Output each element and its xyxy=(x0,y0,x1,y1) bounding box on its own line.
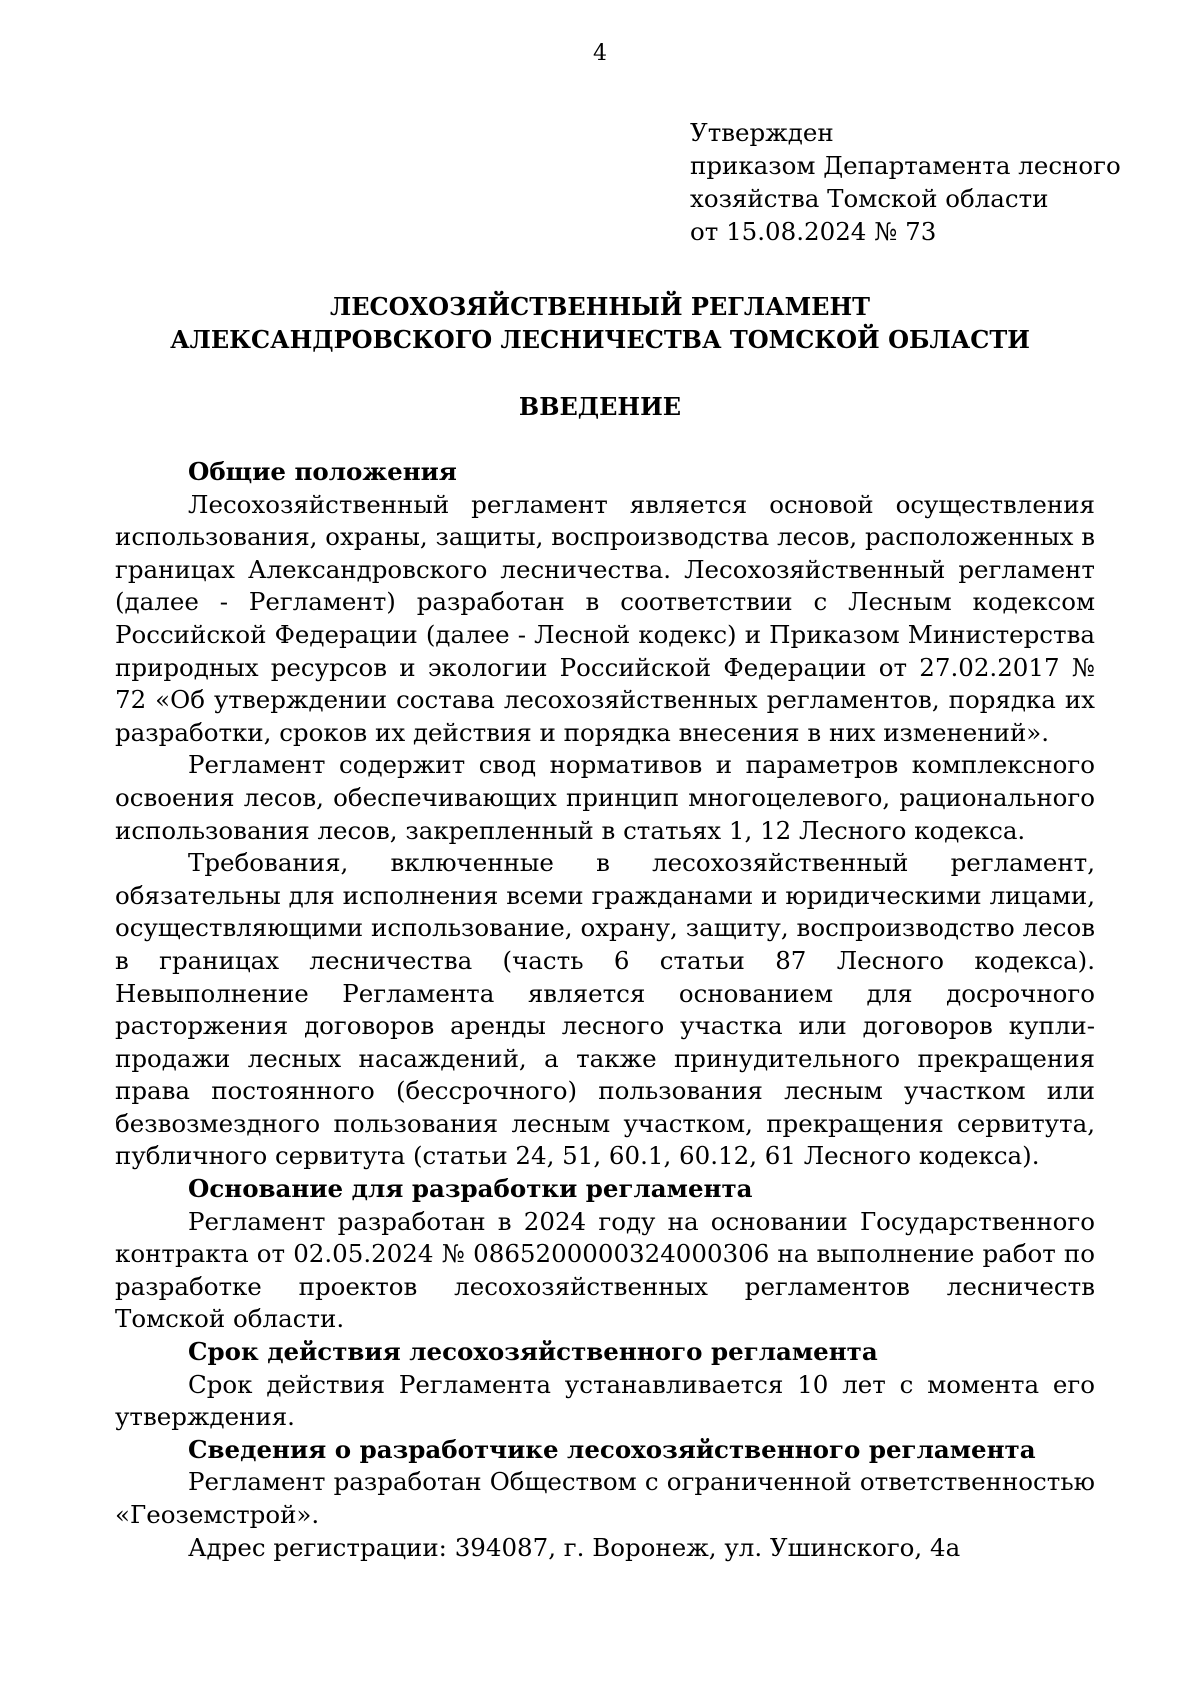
approval-line-3: хозяйства Томской области xyxy=(690,184,1049,213)
paragraph-general-1: Лесохозяйственный регламент является основой осуществления использования, охраны, защиты, воспроизводства лесов, расположенных в границах Александровского лесничества. Лесохозяйственный регламент (далее - Регламент) разработан в соответствии с Лесным кодексом Российской Федерации (далее - Лесной кодекс) и Приказом Министерства природных ресурсов и экологии Российской Федерации от 27.02.2017 № 72 «Об утверждении состава лесохозяйственных регламентов, порядка их разработки, сроков их действия и порядка внесения в них изменений». xyxy=(115,489,1095,747)
document-body xyxy=(115,456,1095,1564)
approval-block xyxy=(690,116,1121,248)
developer-address: Адрес регистрации: 394087, г. Воронеж, ул. Ушинского, 4а xyxy=(188,1532,961,1562)
document-title-line-2: АЛЕКСАНДРОВСКОГО ЛЕСНИЧЕСТВА ТОМСКОЙ ОБЛАСТИ xyxy=(170,325,1030,354)
approval-line-4: от 15.08.2024 № 73 xyxy=(690,217,937,246)
paragraph-developer-1: Регламент разработан Обществом с ограниченной ответственностью «Геоземстрой». xyxy=(115,1467,1095,1529)
section-heading-basis: Основание для разработки регламента xyxy=(188,1174,753,1204)
section-heading-developer: Сведения о разработчике лесохозяйственного регламента xyxy=(188,1434,1036,1464)
document-title-line-1: ЛЕСОХОЗЯЙСТВЕННЫЙ РЕГЛАМЕНТ xyxy=(329,292,871,321)
approval-line-2: приказом Департамента лесного xyxy=(690,151,1121,180)
intro-heading: ВВЕДЕНИЕ xyxy=(518,392,682,421)
document-title xyxy=(0,290,1200,356)
paragraph-general-3: Требования, включенные в лесохозяйственный регламент, обязательны для исполнения всеми гражданами и юридическими лицами, осуществляющими использование, охрану, защиту, воспроизводство лесов в границах лесничества (часть 6 статьи 87 Лесного кодекса). Невыполнение Регламента является основанием для досрочного расторжения договоров аренды лесного участка или договоров купли-продажи лесных насаждений, а также принудительного прекращения права постоянного (бессрочного) пользования лесным участком или безвозмездного пользования лесным участком, прекращения сервитута, публичного сервитута (статьи 24, 51, 60.1, 60.12, 61 Лесного кодекса). xyxy=(115,848,1095,1171)
paragraph-term-1: Срок действия Регламента устанавливается 10 лет с момента его утверждения. xyxy=(115,1369,1095,1432)
approval-line-1: Утвержден xyxy=(690,118,834,147)
paragraph-general-2: Регламент содержит свод нормативов и параметров комплексного освоения лесов, обеспечивающих принцип многоцелевого, рационального использования лесов, закрепленный в статьях 1, 12 Лесного кодекса. xyxy=(115,750,1095,845)
section-heading-general: Общие положения xyxy=(188,457,457,486)
paragraph-basis-1: Регламент разработан в 2024 году на основании Государственного контракта от 02.05.2024 № 0865200000324000306 на выполнение работ по разработке проектов лесохозяйственных регламентов лесничеств Томской области. xyxy=(115,1206,1095,1334)
section-heading-term: Срок действия лесохозяйственного регламента xyxy=(188,1337,878,1367)
page-number: 4 xyxy=(593,41,607,66)
